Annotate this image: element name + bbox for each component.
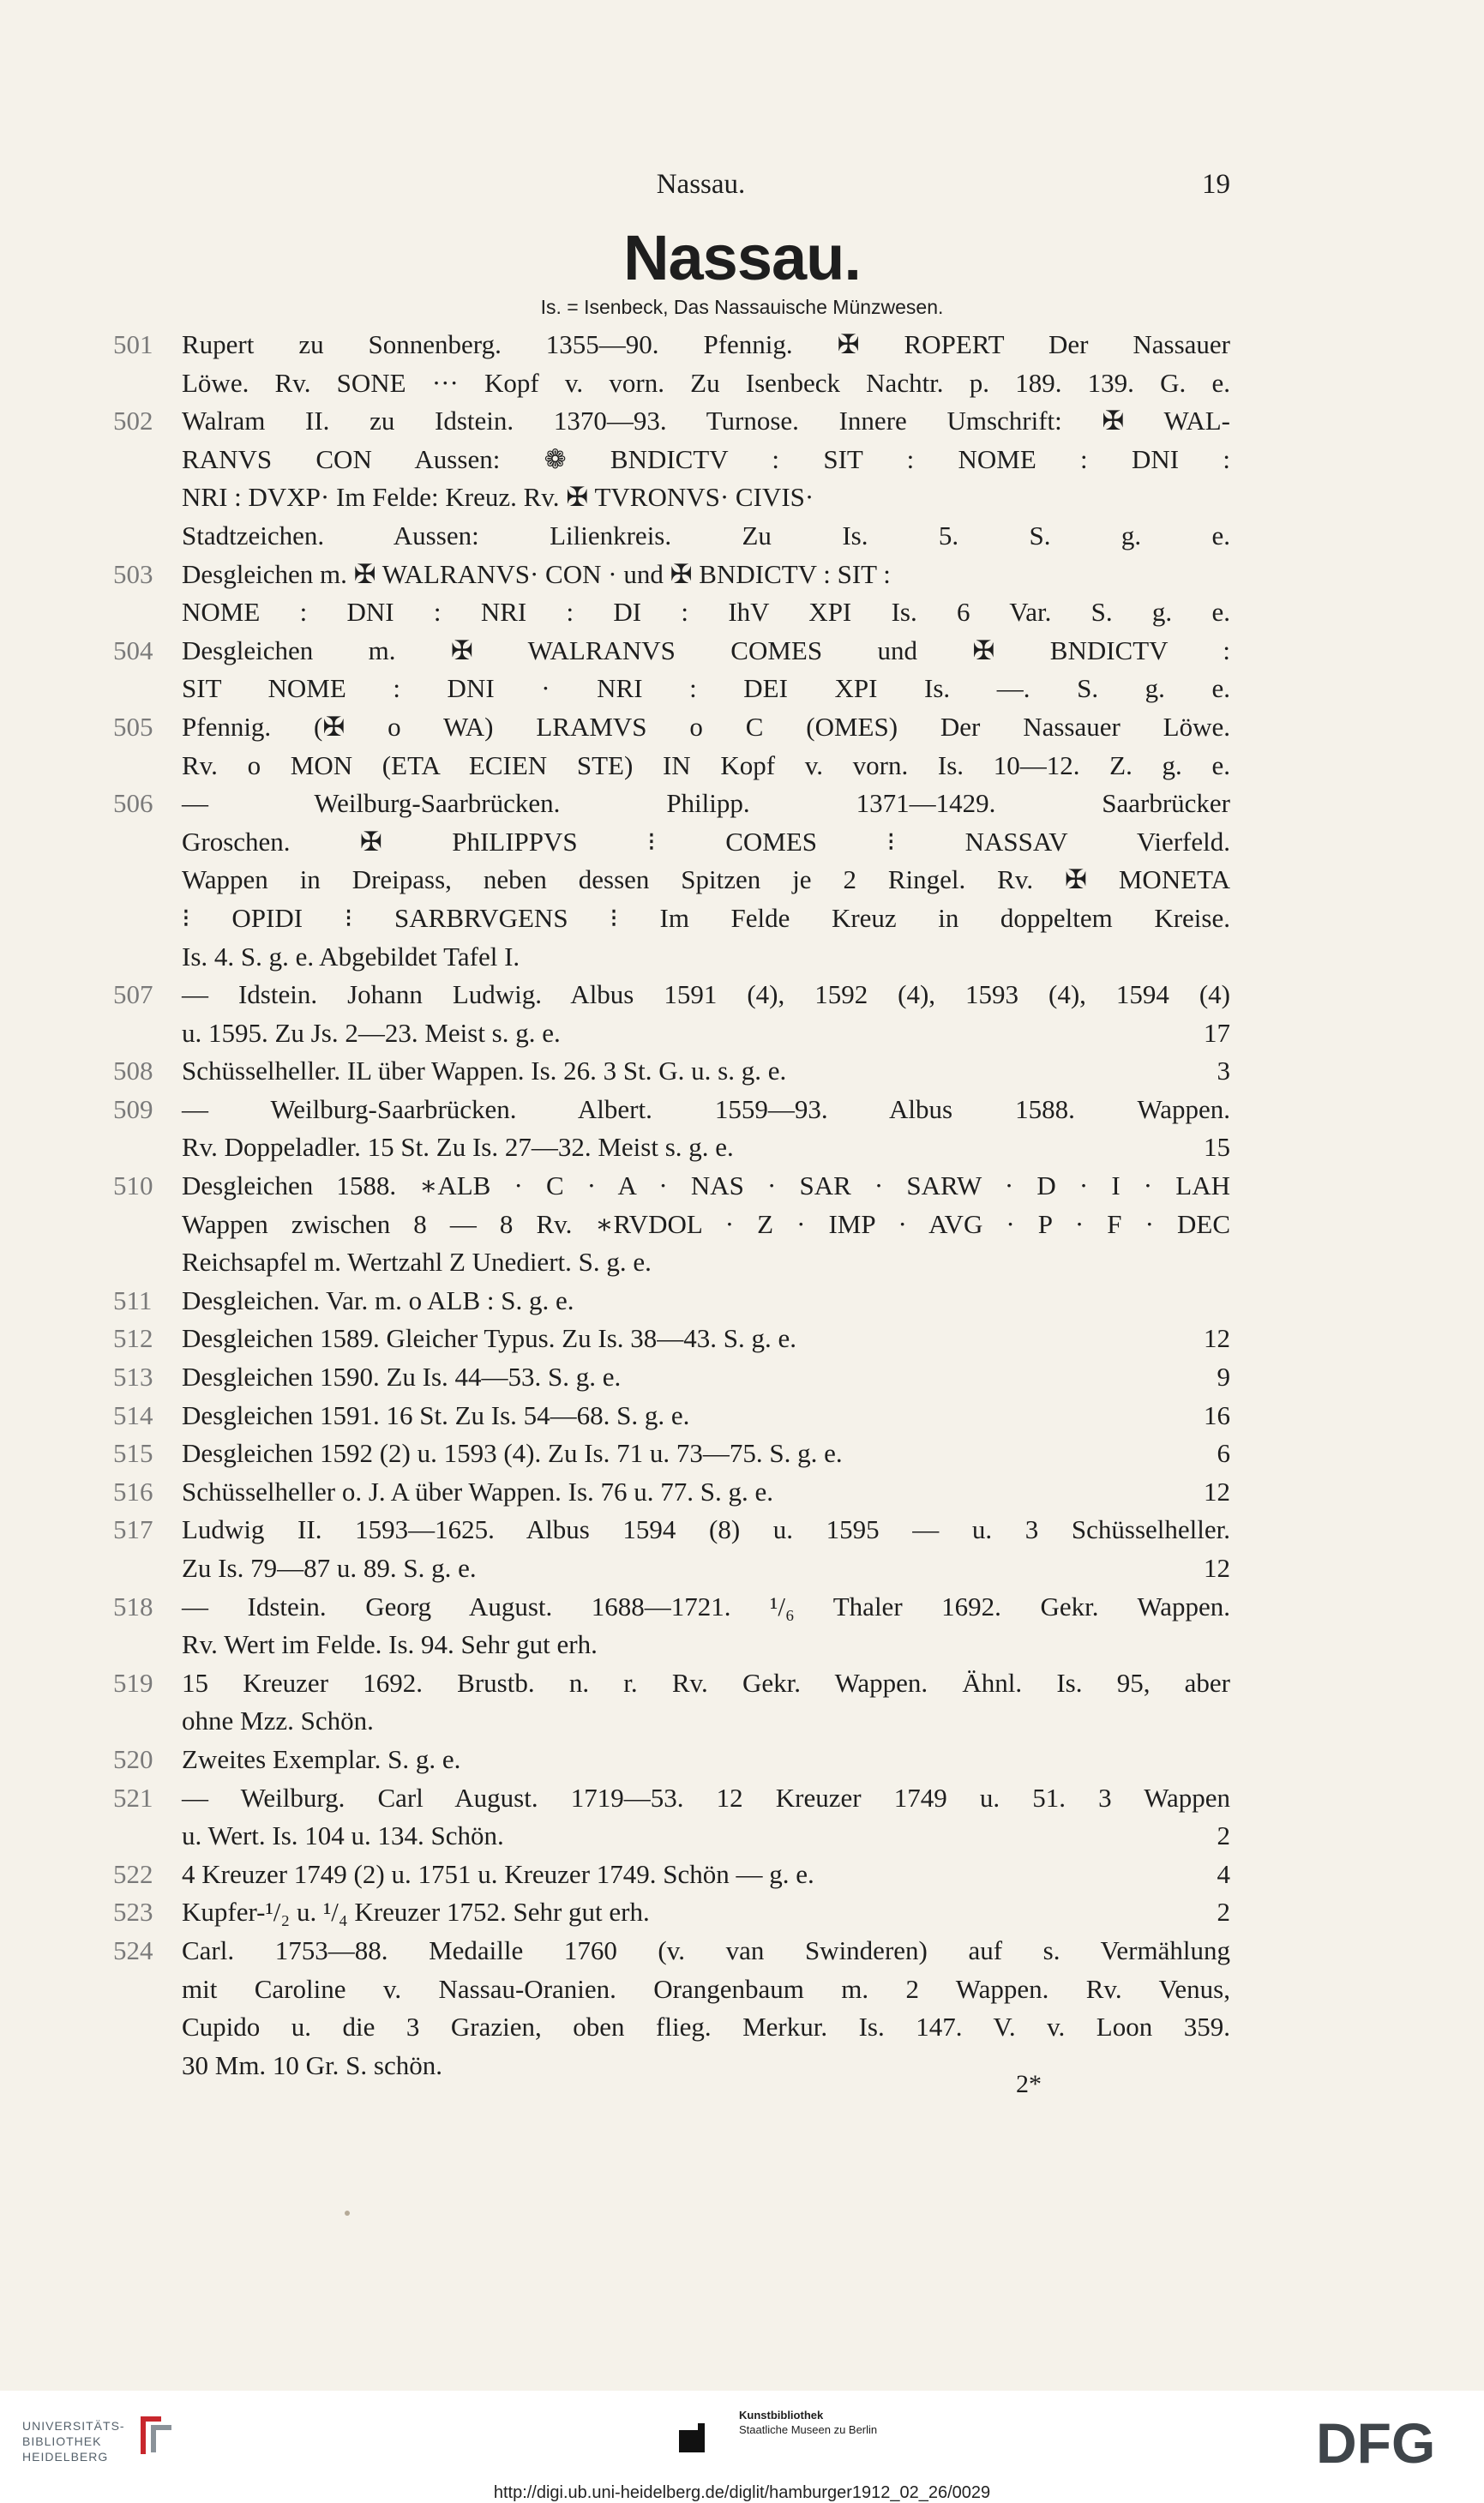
entry-line (113, 938, 1230, 977)
entry-line-start (113, 1588, 1230, 1627)
estimate-value: 2 (1217, 1897, 1230, 1928)
entry-text: Schüsselheller. IL über Wappen. Is. 26. 3 St. G. u. s. g. e. (182, 1056, 787, 1086)
lot-number: 503 (113, 558, 153, 589)
lot-number: 518 (113, 1591, 153, 1622)
entry-line (113, 670, 1230, 708)
lot-number: 511 (113, 1285, 153, 1315)
lot-number: 519 (113, 1667, 153, 1698)
entry-line-start (113, 1320, 1230, 1358)
entry-line (113, 1817, 1230, 1856)
estimate-value: 3 (1217, 1056, 1230, 1086)
signature-mark: 2* (1016, 2070, 1042, 2098)
entry-line-start (113, 1511, 1230, 1549)
entry-text: Cupido u. die 3 Grazien, oben flieg. Merkur. Is. 147. V. v. Loon 359. (182, 2012, 1230, 2043)
entry-text: — Idstein. Georg August. 1688—1721. ¹/₆ Thaler 1692. Gekr. Wappen. (182, 1591, 1230, 1622)
entry-text: ⁝ OPIDI ⁝ SARBRVGENS ⁝ Im Felde Kreuz in doppeltem Kreise. (182, 902, 1230, 933)
lot-number: 512 (113, 1323, 153, 1354)
entry-line (113, 2047, 1230, 2085)
entry-text: Schüsselheller o. J. A über Wappen. Is. 76 u. 77. S. g. e. (182, 1476, 774, 1507)
lot-number: 501 (113, 329, 153, 359)
entry-text: — Idstein. Johann Ludwig. Albus 1591 (4), 1592 (4), 1593 (4), 1594 (4) (182, 979, 1230, 1010)
entry-line-start (113, 1358, 1230, 1397)
entry-text: RANVS CON Aussen: ❁ BNDICTV : SIT : NOME : DNI : (182, 443, 1230, 474)
entry-line (113, 441, 1230, 479)
entry-text: Rv. o MON (ETA ECIEN STE) IN Kopf v. vorn. Is. 10—12. Z. g. e. (182, 749, 1230, 780)
catalogue-entries (113, 326, 1230, 2085)
university-library-label (22, 2418, 125, 2464)
entry-line (113, 364, 1230, 403)
section-subtitle: Is. = Isenbeck, Das Nassauische Münzwesen. (540, 296, 944, 318)
entry-text: 15 Kreuzer 1692. Brustb. n. r. Rv. Gekr. Wappen. Ähnl. Is. 95, aber (182, 1667, 1230, 1698)
entry-text: u. Wert. Is. 104 u. 134. Schön. (182, 1820, 504, 1851)
entry-text: Walram II. zu Idstein. 1370—93. Turnose. Innere Umschrift: ✠ WAL- (182, 406, 1230, 436)
entry-text: Carl. 1753—88. Medaille 1760 (v. van Swinderen) auf s. Vermählung (182, 1934, 1230, 1965)
entry-line (113, 1549, 1230, 1588)
entry-line-start (113, 1397, 1230, 1435)
entry-text: Reichsapfel m. Wertzahl Z Unediert. S. g. e. (182, 1247, 652, 1278)
entry-text: Zweites Exemplar. S. g. e. (182, 1743, 461, 1774)
entry-text: — Weilburg-Saarbrücken. Philipp. 1371—1429. Saarbrücker (182, 788, 1230, 819)
dfg-wordmark: DFG (1316, 2413, 1436, 2470)
entry-line (113, 1243, 1230, 1282)
lot-number: 523 (113, 1897, 153, 1928)
entry-text: Desgleichen 1591. 16 St. Zu Is. 54—68. S. g. e. (182, 1399, 690, 1430)
entry-text: Rv. Doppeladler. 15 St. Zu Is. 27—32. Meist s. g. e. (182, 1132, 734, 1163)
estimate-value: 12 (1204, 1323, 1230, 1354)
entry-line-start (113, 402, 1230, 441)
lot-number: 502 (113, 406, 153, 436)
entry-line-start (113, 1893, 1230, 1932)
entry-text: Desgleichen 1590. Zu Is. 44—53. S. g. e. (182, 1362, 622, 1393)
entry-line (113, 1128, 1230, 1167)
entry-line-start (113, 1741, 1230, 1779)
entry-line (113, 1971, 1230, 2009)
entry-line (113, 1206, 1230, 1244)
entry-text: Desgleichen 1592 (2) u. 1593 (4). Zu Is. 71 u. 73—75. S. g. e. (182, 1438, 843, 1469)
entry-line-start (113, 1091, 1230, 1129)
entry-line-start (113, 326, 1230, 364)
section-title: Nassau. (623, 222, 861, 293)
entry-line (113, 1626, 1230, 1664)
estimate-value: 16 (1204, 1399, 1230, 1430)
entry-line-start (113, 1473, 1230, 1512)
entry-line-start (113, 785, 1230, 823)
university-line: BIBLIOTHEK (22, 2434, 102, 2448)
entry-text: Pfennig. (✠ o WA) LRAMVS o C (OMES) Der Nassauer Löwe. (182, 711, 1230, 742)
lot-number: 513 (113, 1362, 153, 1393)
entry-line (113, 593, 1230, 632)
estimate-value: 12 (1204, 1476, 1230, 1507)
university-logo-icon (135, 2413, 177, 2458)
lot-number: 521 (113, 1782, 153, 1813)
entry-text: 30 Mm. 10 Gr. S. schön. (182, 2049, 442, 2080)
entry-text: Desgleichen 1588. ∗ALB · C · A · NAS · SAR · SARW · D · I · LAH (182, 1170, 1230, 1201)
lot-number: 522 (113, 1858, 153, 1889)
entry-text: Desgleichen 1589. Gleicher Typus. Zu Is. 38—43. S. g. e. (182, 1323, 797, 1354)
entry-text: ohne Mzz. Schön. (182, 1706, 374, 1736)
lot-number: 524 (113, 1934, 153, 1965)
entry-text: mit Caroline v. Nassau-Oranien. Orangenbaum m. 2 Wappen. Rv. Venus, (182, 1973, 1230, 2004)
estimate-value: 4 (1217, 1858, 1230, 1889)
entry-line-start (113, 1167, 1230, 1206)
entry-line-start (113, 632, 1230, 671)
entry-text: Desgleichen m. ✠ WALRANVS COMES und ✠ BNDICTV : (182, 635, 1230, 665)
entry-text: Desgleichen. Var. m. o ALB : S. g. e. (182, 1285, 574, 1315)
entry-text: Wappen in Dreipass, neben dessen Spitzen je 2 Ringel. Rv. ✠ MONETA (182, 864, 1230, 895)
lot-number: 510 (113, 1170, 153, 1201)
estimate-value: 12 (1204, 1553, 1230, 1583)
estimate-value: 9 (1217, 1362, 1230, 1393)
entry-line (113, 1702, 1230, 1741)
entry-text: Stadtzeichen. Aussen: Lilienkreis. Zu Is. 5. S. g. e. (182, 520, 1230, 551)
lot-number: 517 (113, 1514, 153, 1545)
entry-line-start (113, 556, 1230, 594)
lot-number: 506 (113, 788, 153, 819)
entry-text: NRI : DVXP· Im Felde: Kreuz. Rv. ✠ TVRONVS· CIVIS· (182, 482, 814, 513)
university-line: UNIVERSITÄTS- (22, 2419, 125, 2433)
dfg-logo-icon (1316, 2413, 1462, 2470)
entry-line-start (113, 708, 1230, 747)
entry-line (113, 747, 1230, 785)
kunstbibliothek-institution: Staatliche Museen zu Berlin (739, 2423, 878, 2436)
entry-text: Zu Is. 79—87 u. 89. S. g. e. (182, 1553, 477, 1583)
speck (345, 2211, 350, 2216)
entry-text: Wappen zwischen 8 — 8 Rv. ∗RVDOL · Z · IMP · AVG · P · F · DEC (182, 1208, 1230, 1239)
entry-text: Groschen. ✠ PhILIPPVS ⁝ COMES ⁝ NASSAV Vierfeld. (182, 826, 1230, 857)
entry-line-start (113, 1282, 1230, 1321)
entry-text: Kupfer-¹/₂ u. ¹/₄ Kreuzer 1752. Sehr gut erh. (182, 1897, 650, 1928)
entry-line (113, 1014, 1230, 1053)
lot-number: 509 (113, 1093, 153, 1124)
lot-number: 514 (113, 1399, 153, 1430)
entry-text: Desgleichen m. ✠ WALRANVS· CON · und ✠ BNDICTV : SIT : (182, 558, 891, 589)
entry-line-start (113, 1932, 1230, 1971)
university-line: HEIDELBERG (22, 2450, 109, 2464)
entry-line (113, 2008, 1230, 2047)
running-head-title: Nassau. (656, 169, 746, 200)
lot-number: 505 (113, 711, 153, 742)
lot-number: 508 (113, 1056, 153, 1086)
entry-text: Is. 4. S. g. e. Abgebildet Tafel I. (182, 941, 520, 972)
entry-line (113, 823, 1230, 862)
kunstbibliothek-logo-icon (677, 2415, 706, 2452)
kunstbibliothek-name: Kunstbibliothek (739, 2409, 824, 2422)
entry-line (113, 478, 1230, 517)
entry-line (113, 900, 1230, 938)
entry-text: Ludwig II. 1593—1625. Albus 1594 (8) u. 1595 — u. 3 Schüsselheller. (182, 1514, 1230, 1545)
estimate-value: 2 (1217, 1820, 1230, 1851)
entry-line-start (113, 1664, 1230, 1703)
entry-line-start (113, 1435, 1230, 1473)
running-head (171, 169, 1230, 208)
lot-number: 516 (113, 1476, 153, 1507)
entry-text: SIT NOME : DNI · NRI : DEI XPI Is. —. S. g. e. (182, 673, 1230, 704)
lot-number: 515 (113, 1438, 153, 1469)
entry-text: — Weilburg. Carl August. 1719—53. 12 Kreuzer 1749 u. 51. 3 Wappen (182, 1782, 1230, 1813)
entry-text: Rv. Wert im Felde. Is. 94. Sehr gut erh. (182, 1629, 598, 1660)
estimate-value: 17 (1204, 1017, 1230, 1048)
entry-text: Rupert zu Sonnenberg. 1355—90. Pfennig. ✠ ROPERT Der Nassauer (182, 329, 1230, 359)
entry-text: 4 Kreuzer 1749 (2) u. 1751 u. Kreuzer 1749. Schön — g. e. (182, 1858, 814, 1889)
entry-line (113, 517, 1230, 556)
entry-text: NOME : DNI : NRI : DI : IhV XPI Is. 6 Var. S. g. e. (182, 597, 1230, 628)
entry-line-start (113, 976, 1230, 1014)
entry-line (113, 861, 1230, 900)
lot-number: 504 (113, 635, 153, 665)
entry-text: Löwe. Rv. SONE ··· Kopf v. vorn. Zu Isenbeck Nachtr. p. 189. 139. G. e. (182, 367, 1230, 398)
entry-line-start (113, 1052, 1230, 1091)
estimate-value: 15 (1204, 1132, 1230, 1163)
lot-number: 520 (113, 1743, 153, 1774)
estimate-value: 6 (1217, 1438, 1230, 1469)
page-number: 19 (1202, 169, 1230, 200)
lot-number: 507 (113, 979, 153, 1010)
entry-line-start (113, 1856, 1230, 1894)
entry-text: — Weilburg-Saarbrücken. Albert. 1559—93. Albus 1588. Wappen. (182, 1093, 1230, 1124)
permalink-url[interactable]: http://digi.ub.uni-heidelberg.de/diglit/hamburger1912_02_26/0029 (493, 2483, 991, 2502)
entry-text: u. 1595. Zu Js. 2—23. Meist s. g. e. (182, 1017, 561, 1048)
entry-line-start (113, 1779, 1230, 1818)
